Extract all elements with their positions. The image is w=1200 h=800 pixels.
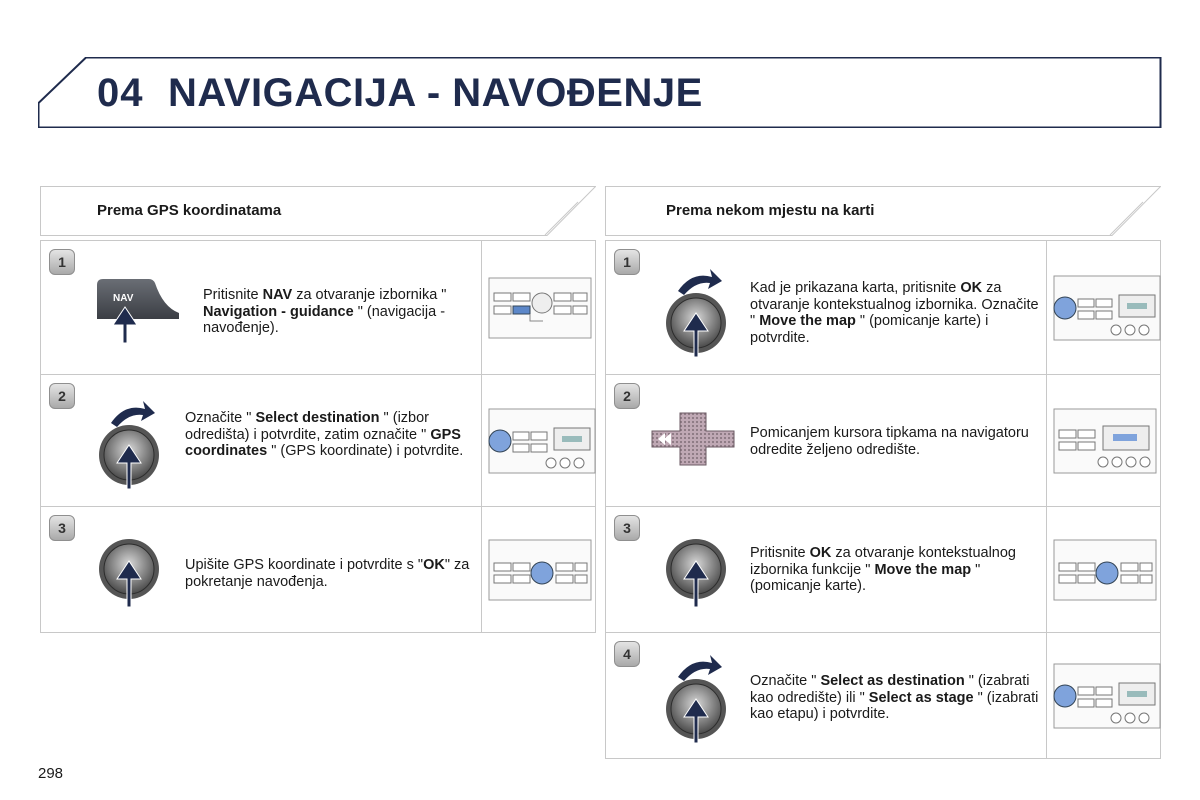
step-number-badge: 3 <box>614 515 640 541</box>
step-number-badge: 2 <box>614 383 640 409</box>
step-number-badge: 1 <box>614 249 640 275</box>
radio-panel-thumbnail <box>1046 633 1160 758</box>
step-text: Upišite GPS koordinate i potvrdite s "OK" za pokretanje navođenja. <box>185 557 470 590</box>
page-number: 298 <box>38 765 64 782</box>
radio-panel-thumbnail <box>1046 241 1160 374</box>
left-step-3 <box>40 506 596 633</box>
chapter-title: NAVIGACIJA - NAVOĐENJE <box>168 71 703 115</box>
rotary-knob-turn-push-icon <box>97 393 161 493</box>
right-step-1 <box>605 240 1161 375</box>
step-text: Kad je prikazana karta, pritisnite OK za otvaranje kontekstualnog izbornika. Označite " Move the map " (pomicanje karte) i potvrdite. <box>750 280 1039 346</box>
right-section-header <box>605 186 1161 236</box>
right-step-4 <box>605 632 1161 759</box>
left-step-1 <box>40 240 596 375</box>
step-text: Pritisnite OK za otvaranje kontekstualnog izbornika funkcije " Move the map " (pomicanje karte). <box>750 545 1016 594</box>
left-section-title: Prema GPS koordinatama <box>97 202 282 219</box>
rotary-knob-push-icon <box>97 531 161 611</box>
step-text: Označite " Select as destination " (izabrati kao odredište) ili " Select as stage " (izabrati kao etapu) i potvrdite. <box>750 673 1039 722</box>
rotary-knob-turn-push-icon <box>664 261 728 361</box>
radio-panel-thumbnail <box>481 241 595 374</box>
step-number-badge: 2 <box>49 383 75 409</box>
right-section-title: Prema nekom mjestu na karti <box>666 202 875 219</box>
nav-key-label: NAV <box>113 293 134 304</box>
radio-panel-thumbnail <box>1046 375 1160 506</box>
step-text: Označite " Select destination " (izbor odredišta) i potvrdite, zatim označite " GPS coordinates " (GPS koordinate) i potvrdite. <box>185 410 464 459</box>
right-step-2 <box>605 374 1161 507</box>
left-step-2 <box>40 374 596 507</box>
left-section-header <box>40 186 596 236</box>
step-text: Pomicanjem kursora tipkama na navigatoru odredite željeno odredište. <box>750 425 1029 458</box>
rotary-knob-turn-push-icon <box>664 647 728 747</box>
right-step-3 <box>605 506 1161 633</box>
radio-panel-thumbnail <box>481 375 595 506</box>
step-number-badge: 4 <box>614 641 640 667</box>
step-text: Pritisnite NAV za otvaranje izbornika " Navigation - guidance " (navigacija - navođenje). <box>203 287 447 336</box>
direction-pad-icon <box>648 409 738 469</box>
step-number-badge: 1 <box>49 249 75 275</box>
rotary-knob-push-icon <box>664 531 728 611</box>
radio-panel-thumbnail <box>1046 507 1160 632</box>
nav-key-illustration <box>93 277 183 347</box>
chapter-number: 04 <box>97 71 144 115</box>
step-number-badge: 3 <box>49 515 75 541</box>
radio-panel-thumbnail <box>481 507 595 632</box>
